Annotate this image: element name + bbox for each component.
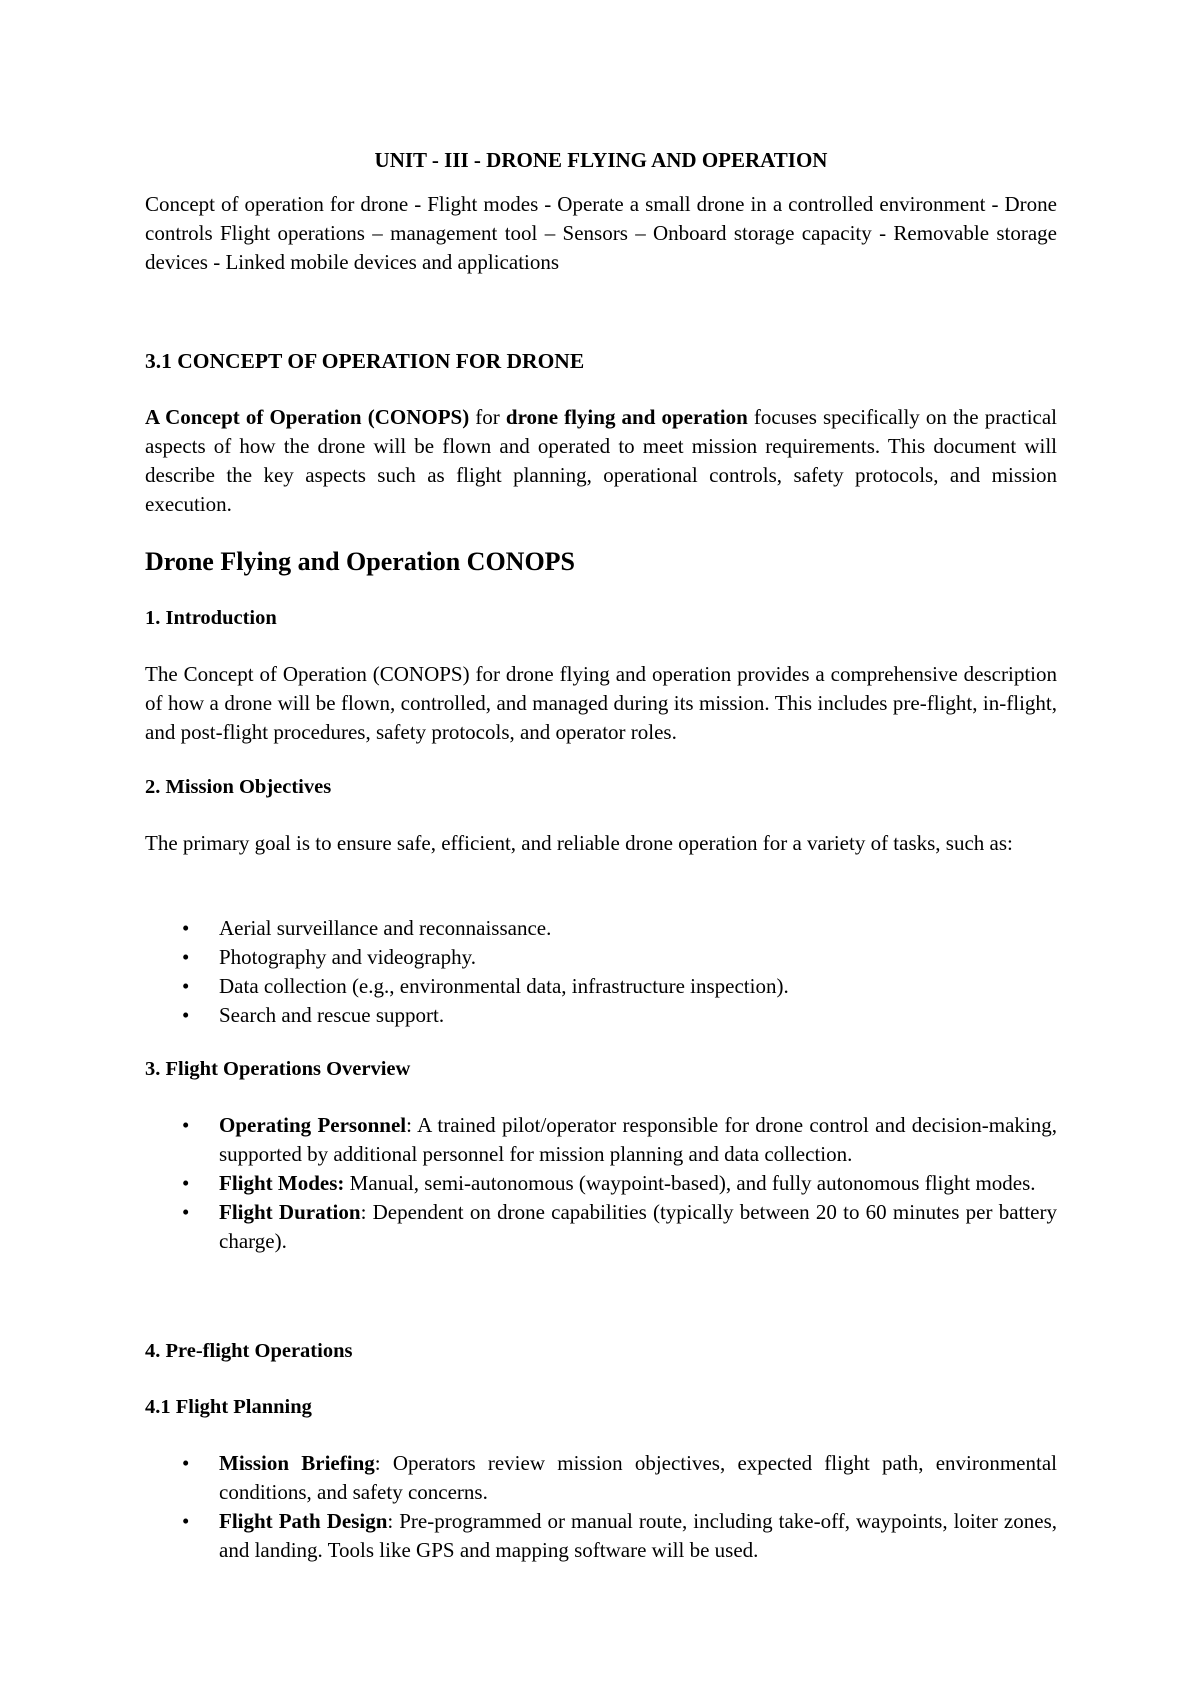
conops-heading: Drone Flying and Operation CONOPS (145, 547, 576, 576)
unit-title: UNIT - III - DRONE FLYING AND OPERATION (374, 148, 828, 172)
flight-operations-heading: 3. Flight Operations Overview (145, 1058, 411, 1080)
list-item (145, 1507, 1057, 1565)
flight-planning-subheading: 4.1 Flight Planning (145, 1396, 312, 1418)
item-text: : A trained pilot/operator responsible for drone control and decision-making, supported by additional personnel for mission planning and data collection. (219, 1113, 1057, 1166)
intro-text-2: focuses specifically on the practical aspects of how the drone will be flown and operated to meet mission requirements. This document will describe the key aspects such as flight planning, operational controls, safety protocols, and mission execution. (145, 405, 1057, 516)
item-label: Mission Briefing (219, 1451, 375, 1475)
list-item (145, 1449, 1057, 1507)
section-heading-3-1: 3.1 CONCEPT OF OPERATION FOR DRONE (145, 349, 585, 373)
syllabus-paragraph: Concept of operation for drone - Flight modes - Operate a small drone in a controlled environment - Drone controls Flight operations – management tool – Sensors – Onboard storage capacity - Removable storage devices - Linked mobile devices and applications (145, 192, 1057, 274)
item-label: Flight Duration (219, 1200, 361, 1224)
list-item (145, 1111, 1057, 1169)
intro-bold-conops: A Concept of Operation (CONOPS) (145, 405, 470, 429)
item-text: : Operators review mission objectives, expected flight path, environmental conditions, and safety concerns. (219, 1451, 1057, 1504)
list-item (145, 1169, 1057, 1198)
list-item: • Data collection (e.g., environmental data, infrastructure inspection). (145, 972, 1057, 1001)
list-item: • Search and rescue support. (145, 1001, 1057, 1030)
mission-objectives-list (145, 914, 1057, 1030)
item-label: Flight Modes: (219, 1171, 345, 1195)
introduction-paragraph: The Concept of Operation (CONOPS) for drone flying and operation provides a comprehensive description of how a drone will be flown, controlled, and managed during its mission. This includes pre-flight, in-flight, and post-flight procedures, safety protocols, and operator roles. (145, 662, 1057, 744)
item-label: Operating Personnel (219, 1113, 407, 1137)
list-item: • Aerial surveillance and reconnaissance. (145, 914, 1057, 943)
introduction-heading: 1. Introduction (145, 607, 277, 629)
mission-objectives-paragraph: The primary goal is to ensure safe, efficient, and reliable drone operation for a variety of tasks, such as: (145, 831, 1013, 855)
mission-objectives-heading: 2. Mission Objectives (145, 776, 332, 798)
item-text: Manual, semi-autonomous (waypoint-based), and fully autonomous flight modes. (344, 1171, 1036, 1195)
flight-planning-list (145, 1449, 1057, 1565)
intro-text-1: for (469, 405, 506, 429)
flight-operations-list (145, 1111, 1057, 1256)
pre-flight-heading: 4. Pre-flight Operations (145, 1340, 353, 1362)
list-item (145, 1198, 1057, 1256)
item-label: Flight Path Design (219, 1509, 388, 1533)
list-item: • Photography and videography. (145, 943, 1057, 972)
item-text: : Pre-programmed or manual route, including take-off, waypoints, loiter zones, and landing. Tools like GPS and mapping software will be used. (219, 1509, 1057, 1562)
intro-bold-drone-flying: drone flying and operation (505, 405, 748, 429)
item-text: : Dependent on drone capabilities (typically between 20 to 60 minutes per battery charge). (219, 1200, 1057, 1253)
conops-intro-paragraph (145, 403, 1057, 519)
